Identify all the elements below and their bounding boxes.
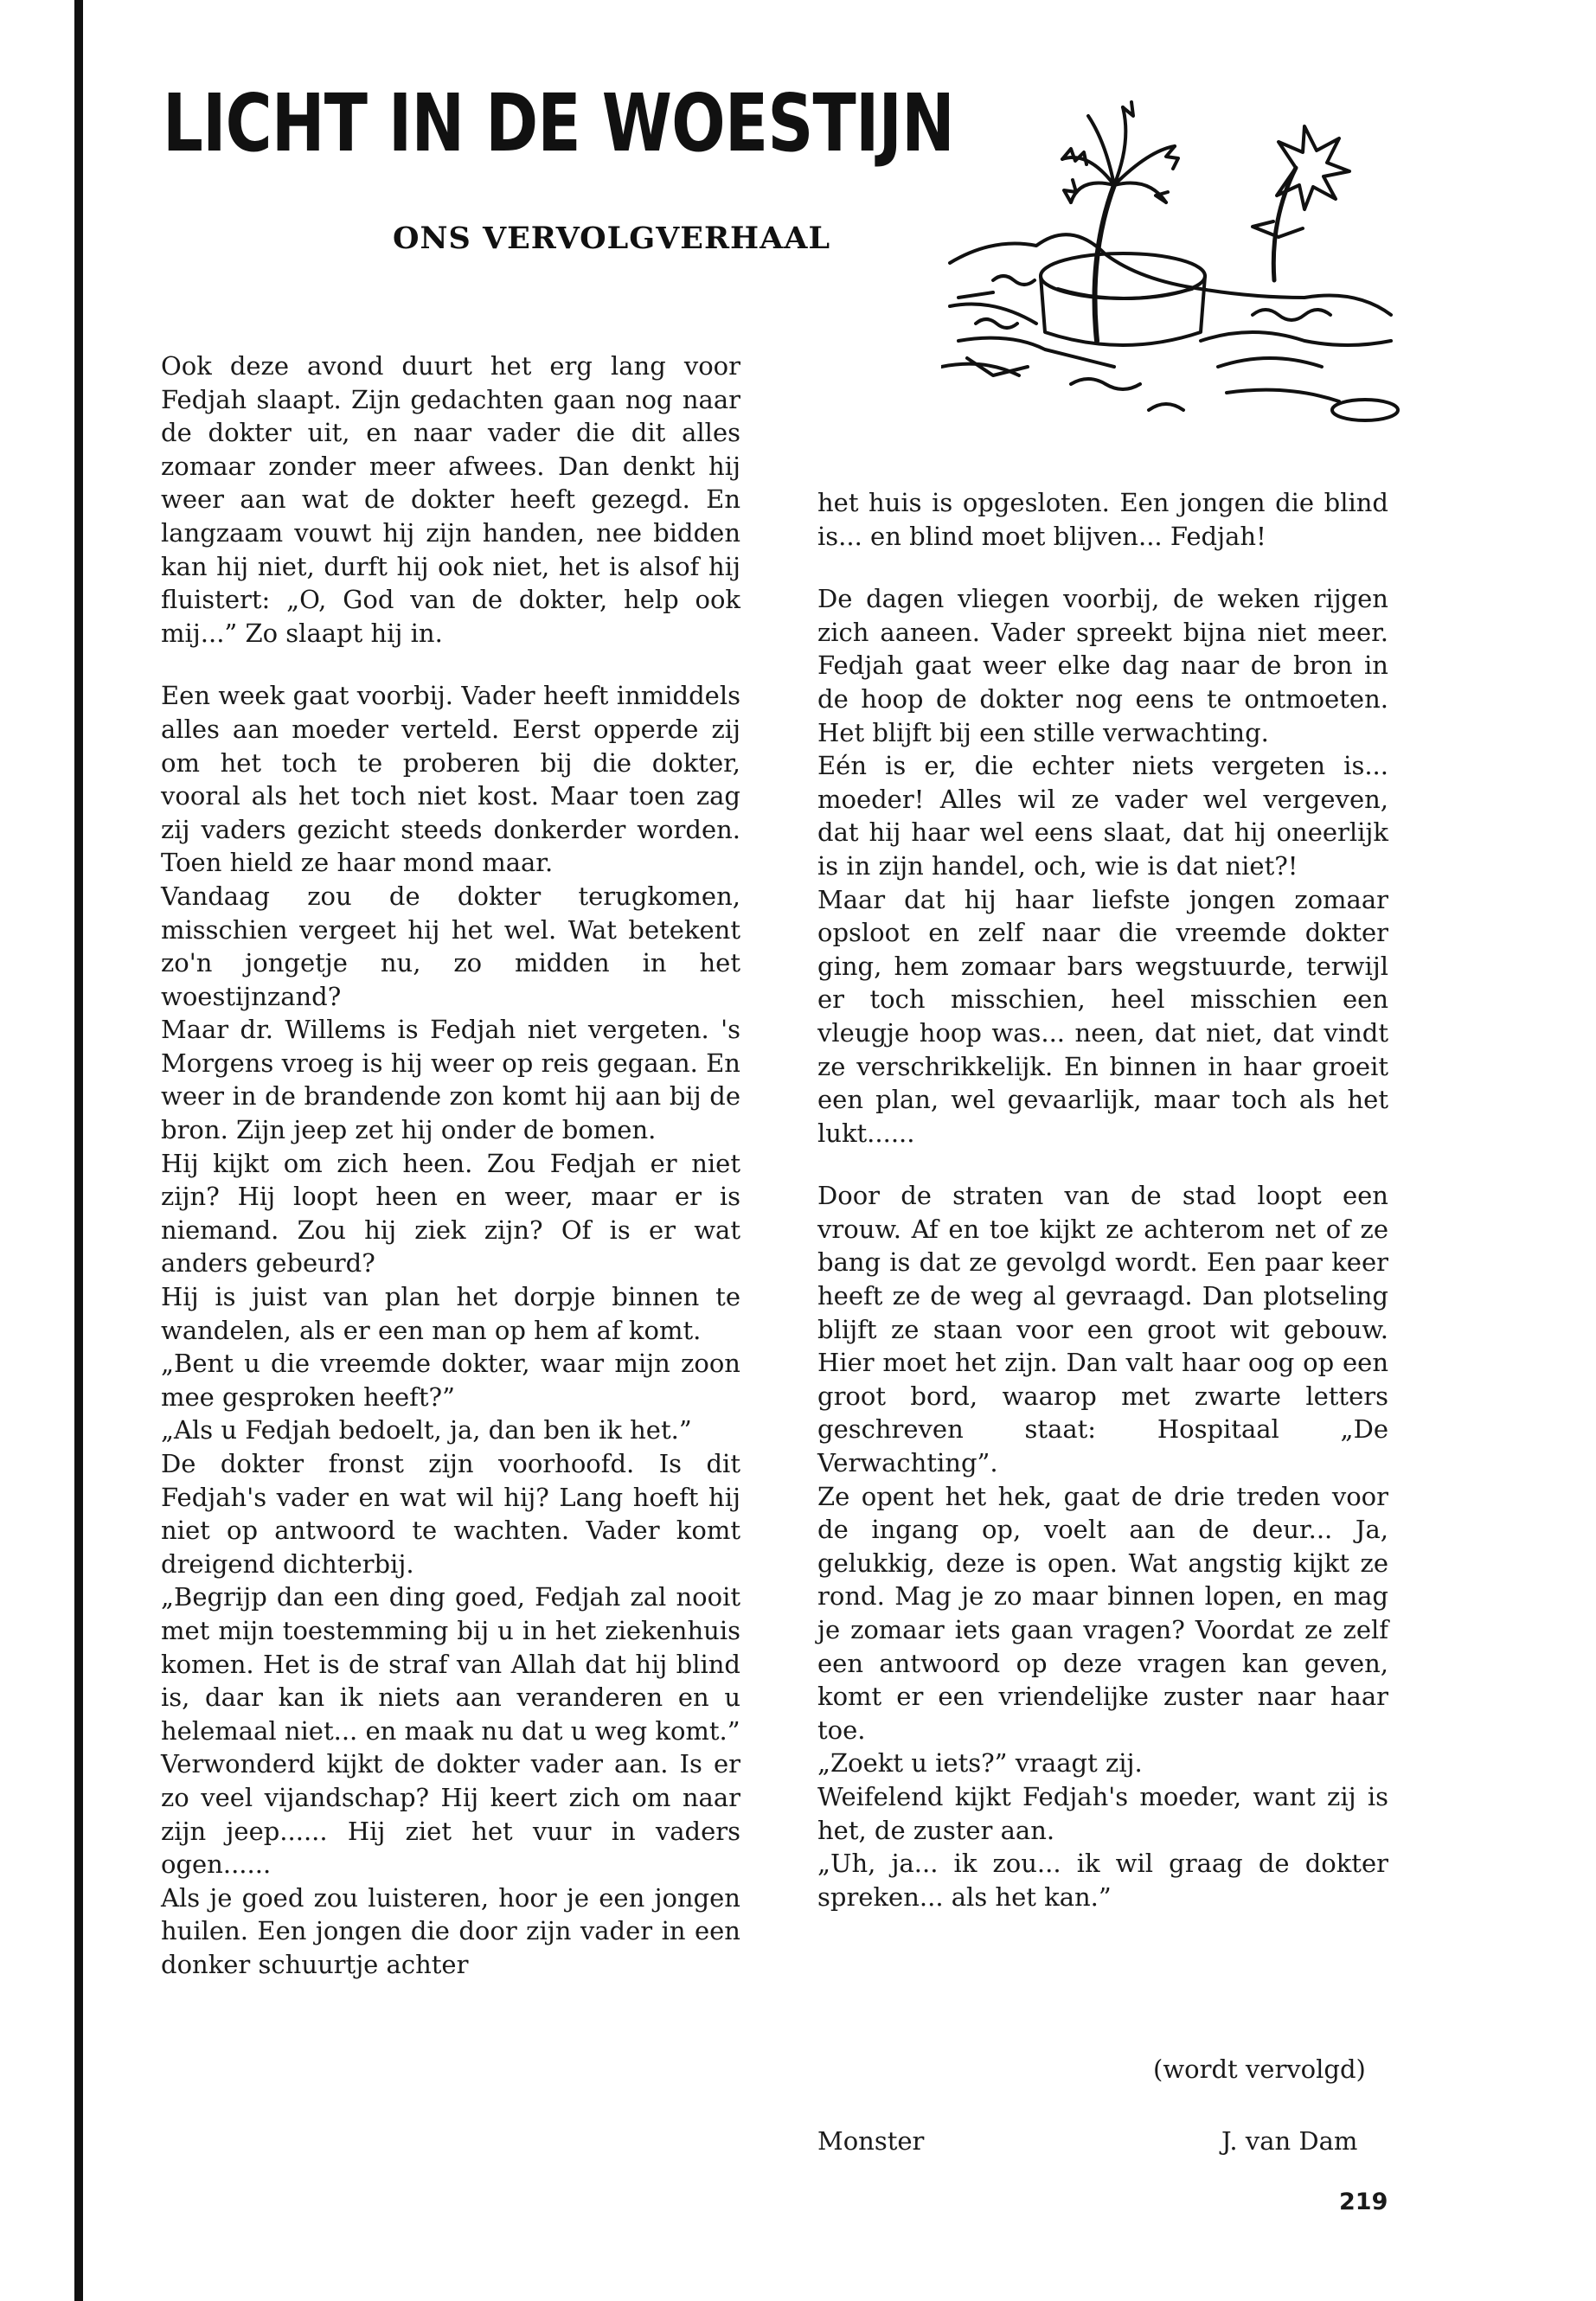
paragraph: Ze opent het hek, gaat de drie treden voor de ingang op, voelt aan de deur... Ja, gelukkig, deze is open. Wat angstig kijkt ze rond. Mag je zo maar binnen lopen, en mag je zomaar iets gaan vragen? Voordat ze zelf een antwoord op deze vragen kan geven, komt er een vriendelijke zuster naar haar toe. (817, 1481, 1388, 1745)
paragraph: Maar dr. Willems is Fedjah niet vergeten. 's Morgens vroeg is hij weer op reis gegaan. En weer in de brandende zon komt hij aan bij de bron. Zijn jeep zet hij onder de bomen. (161, 1015, 740, 1145)
paragraph: Weifelend kijkt Fedjah's moeder, want zij is het, de zuster aan. (817, 1781, 1388, 1845)
paragraph: Verwonderd kijkt de dokter vader aan. Is er zo veel vijandschap? Hij keert zich om naar zijn jeep...... Hij ziet het vuur in vaders ogen...... (161, 1749, 740, 1880)
story-subtitle: ONS VERVOLGVERHAAL (393, 221, 831, 256)
left-text-column (161, 349, 740, 1982)
story-title: LICHT IN DE WOESTIJN (163, 77, 954, 170)
paragraph: De dagen vliegen voorbij, de weken rijgen zich aaneen. Vader spreekt bijna niet meer. Fedjah gaat weer elke dag naar de bron in de hoop de dokter nog eens te ontmoeten. Het blijft bij een stille verwachting. (817, 584, 1388, 747)
paragraph: „Uh, ja... ik zou... ik wil graag de dokter spreken... als het kan.” (817, 1849, 1388, 1912)
left-margin-rule (74, 0, 83, 2301)
continued-note: (wordt vervolgd) (1153, 2054, 1366, 2084)
right-text-column (817, 486, 1388, 1913)
paragraph: Als je goed zou luisteren, hoor je een jongen huilen. Een jongen die door zijn vader in een donker schuurtje achter (161, 1882, 740, 1979)
desert-oasis-illustration-icon (941, 81, 1408, 445)
author-name: J. van Dam (1221, 2126, 1358, 2156)
paragraph: Hij kijkt om zich heen. Zou Fedjah er niet zijn? Hij loopt heen en weer, maar er is niemand. Zou hij ziek zijn? Of is er wat anders gebeurd? (161, 1148, 740, 1279)
paragraph: „Bent u die vreemde dokter, waar mijn zoon mee gesproken heeft?” (161, 1349, 740, 1412)
paragraph: De dokter fronst zijn voorhoofd. Is dit Fedjah's vader en wat wil hij? Lang hoeft hij niet op antwoord te wachten. Vader komt dreigend dichterbij. (161, 1449, 740, 1579)
paragraph: Vandaag zou de dokter terugkomen, misschien vergeet hij het wel. Wat betekent zo'n jongetje nu, zo midden in het woestijnzand? (161, 881, 740, 1011)
paragraph: „Als u Fedjah bedoelt, ja, dan ben ik het.” (161, 1415, 692, 1445)
paragraph: „Begrijp dan een ding goed, Fedjah zal nooit met mijn toestemming bij u in het ziekenhuis komen. Het is de straf van Allah dat hij blind is, daar kan ik niets aan veranderen en u helemaal niet... en maak nu dat u weg komt.” (161, 1582, 740, 1746)
paragraph: Ook deze avond duurt het erg lang voor Fedjah slaapt. Zijn gedachten gaan nog naar de dokter uit, en naar vader die dit alles zomaar zonder meer afwees. Dan denkt hij weer aan wat de dokter heeft gezegd. En langzaam vouwt hij zijn handen, nee bidden kan hij niet, durft hij ook niet, het is alsof hij fluistert: „O, God van de dokter, help ook mij...” Zo slaapt hij in. (161, 351, 740, 648)
paragraph: Eén is er, die echter niets vergeten is... moeder! Alles wil ze vader wel vergeven, dat hij haar wel eens slaat, dat hij oneerlijk is in zijn handel, och, wie is dat niet?! (817, 751, 1388, 881)
author-location: Monster (817, 2126, 925, 2156)
paragraph: „Zoekt u iets?” vraagt zij. (817, 1748, 1143, 1779)
page-number: 219 (1339, 2189, 1388, 2215)
paragraph: Maar dat hij haar liefste jongen zomaar opsloot en zelf naar die vreemde dokter ging, hem zomaar bars wegstuurde, terwijl er toch misschien, heel misschien een vleugje hoop was... neen, dat niet, dat vindt ze verschrikkelijk. En binnen in haar groeit een plan, wel gevaarlijk, maar toch als het lukt...... (817, 884, 1388, 1148)
paragraph: Een week gaat voorbij. Vader heeft inmiddels alles aan moeder verteld. Eerst opperde zij om het toch te proberen bij die dokter, vooral als het toch niet kost. Maar toen zag zij vaders gezicht steeds donkerder worden. Toen hield ze haar mond maar. (161, 681, 740, 878)
paragraph: Hij is juist van plan het dorpje binnen te wandelen, als er een man op hem af komt. (161, 1282, 740, 1345)
paragraph: het huis is opgesloten. Een jongen die blind is... en blind moet blijven... Fedjah! (817, 488, 1388, 551)
paragraph: Door de straten van de stad loopt een vrouw. Af en toe kijkt ze achterom net of ze bang is dat ze gevolgd wordt. Een paar keer heeft ze de weg al gevraagd. Dan plotseling blijft ze staan voor een groot wit gebouw. Hier moet het zijn. Dan valt haar oog op een groot bord, waarop met zwarte letters geschreven staat: Hospitaal „De Verwachting”. (817, 1181, 1388, 1478)
